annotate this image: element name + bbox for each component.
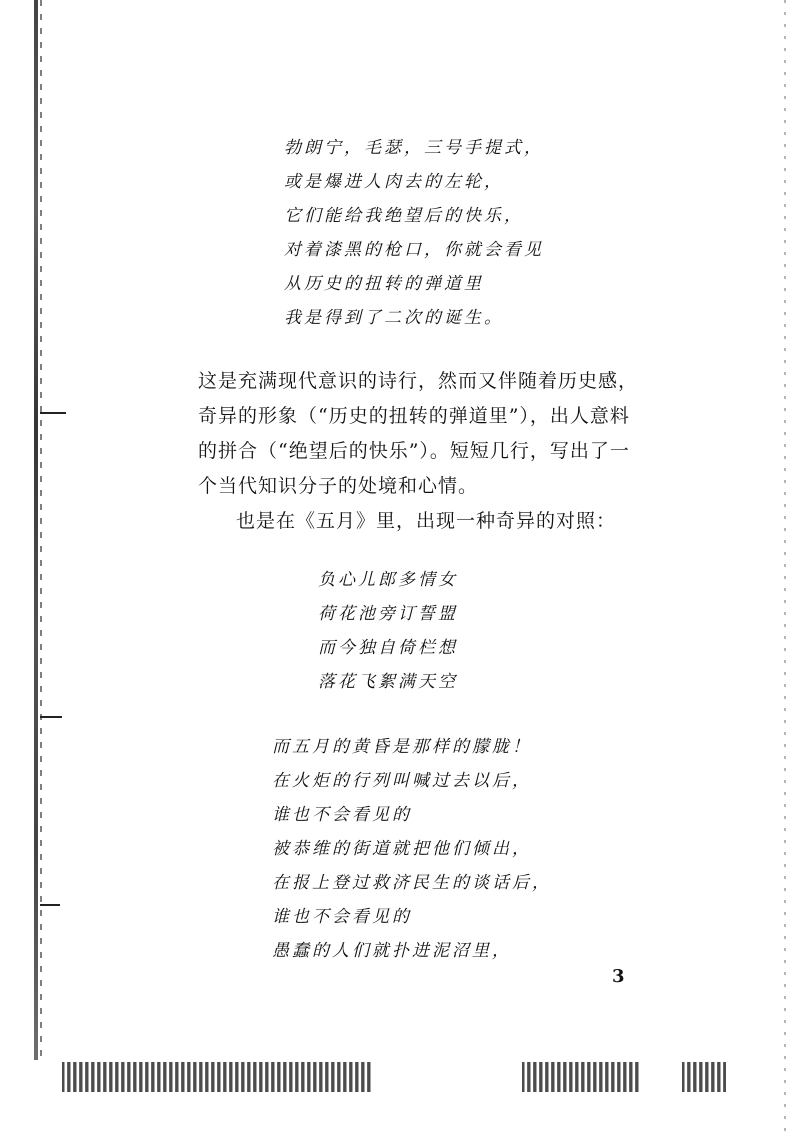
scan-edge-left-noise xyxy=(40,0,42,1060)
scan-edge-left xyxy=(34,0,38,1060)
poem-line: 荷花池旁订誓盟 xyxy=(318,604,458,624)
poem-line: 谁也不会看见的 xyxy=(272,805,412,825)
poem-line: 勃朗宁，毛瑟，三号手提式， xyxy=(284,138,544,158)
poem-line: 在报上登过救济民生的谈话后， xyxy=(272,873,552,893)
poem-line: 而五月的黄昏是那样的朦胧！ xyxy=(272,737,532,757)
poem-line: 我是得到了二次的诞生。 xyxy=(284,308,504,328)
poem-line: 负心儿郎多情女 xyxy=(318,570,458,590)
margin-tick xyxy=(40,412,66,414)
prose-paragraph: 这是充满现代意识的诗行，然而又伴随着历史感，奇异的形象（“历史的扭转的弹道里”），出人意料的拼合（“绝望后的快乐”）。短短几行，写出了一个当代知识分子的处境和心情。 xyxy=(198,370,639,497)
poem-line: 谁也不会看见的 xyxy=(272,907,412,927)
poem-line: 而今独自倚栏想 xyxy=(318,638,458,658)
prose-body xyxy=(198,364,638,539)
page-number: 3 xyxy=(612,966,625,987)
margin-tick xyxy=(40,904,60,906)
margin-tick xyxy=(40,716,62,718)
poem-stanza-2 xyxy=(318,563,458,699)
poem-line: 被恭维的街道就把他们倾出， xyxy=(272,839,532,859)
scan-edge-right xyxy=(784,0,786,1132)
poem-stanza-3 xyxy=(272,730,552,968)
poem-line: 它们能给我绝望后的快乐， xyxy=(284,206,524,226)
scan-noise-bottom-right xyxy=(682,1062,726,1092)
poem-line: 对着漆黑的枪口，你就会看见 xyxy=(284,240,544,260)
poem-line: 愚蠢的人们就扑进泥沼里， xyxy=(272,941,512,961)
poem-line: 或是爆进人肉去的左轮， xyxy=(284,172,504,192)
poem-line: 落花飞絮满天空 xyxy=(318,672,458,692)
scan-noise-bottom-left xyxy=(62,1062,372,1092)
poem-line: 从历史的扭转的弹道里 xyxy=(284,274,484,294)
poem-line: 在火炬的行列叫喊过去以后， xyxy=(272,771,532,791)
scan-noise-bottom-mid xyxy=(522,1062,640,1092)
prose-paragraph: 也是在《五月》里，出现一种奇异的对照： xyxy=(236,510,617,532)
poem-stanza-1 xyxy=(284,131,544,335)
